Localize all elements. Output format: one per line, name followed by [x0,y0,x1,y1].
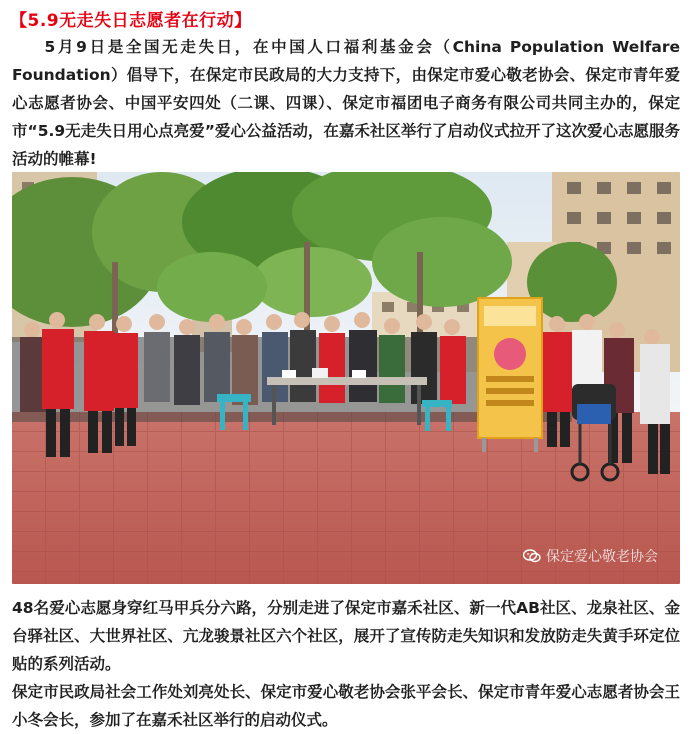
paragraph-volunteers: 48名爱心志愿身穿红马甲兵分六路，分别走进了保定市嘉禾社区、新一代AB社区、龙泉社区、金台驿社区、大世界社区、亢龙骏景社区六个社区，展开了宣传防走失知识和发放防走失黄手环定位贴的系列活动。 [12,599,680,673]
watermark-text: 保定爱心敬老协会 [546,549,658,565]
intro-paragraph: 5月9日是全国无走失日，在中国人口福利基金会（China Population Welfare Foundation）倡导下，在保定市民政局的大力支持下，由保定市爱心敬老协会、保定市青年爱心志愿者协会、中国平安四处（二课、四课）、保定市福团电子商务有限公司共同主办的，保定市“5.9无走失日用心点亮爱”爱心公益活动，在嘉禾社区举行了启动仪式拉开了这次爱心志愿服务活动的帷幕! [12,38,680,168]
photo-watermark [523,546,658,566]
article-title: 【5.9无走失日志愿者在行动】 [10,11,252,31]
event-poster [478,298,542,452]
event-photo-illustration [12,172,680,584]
paragraph-officials: 保定市民政局社会工作处刘亮处长、保定市爱心敬老协会张平会长、保定市青年爱心志愿者协会王小冬会长，参加了在嘉禾社区举行的启动仪式。 [12,683,680,729]
event-photo [12,172,680,584]
wechat-icon [523,549,541,563]
volunteer-red-vest [42,329,74,409]
